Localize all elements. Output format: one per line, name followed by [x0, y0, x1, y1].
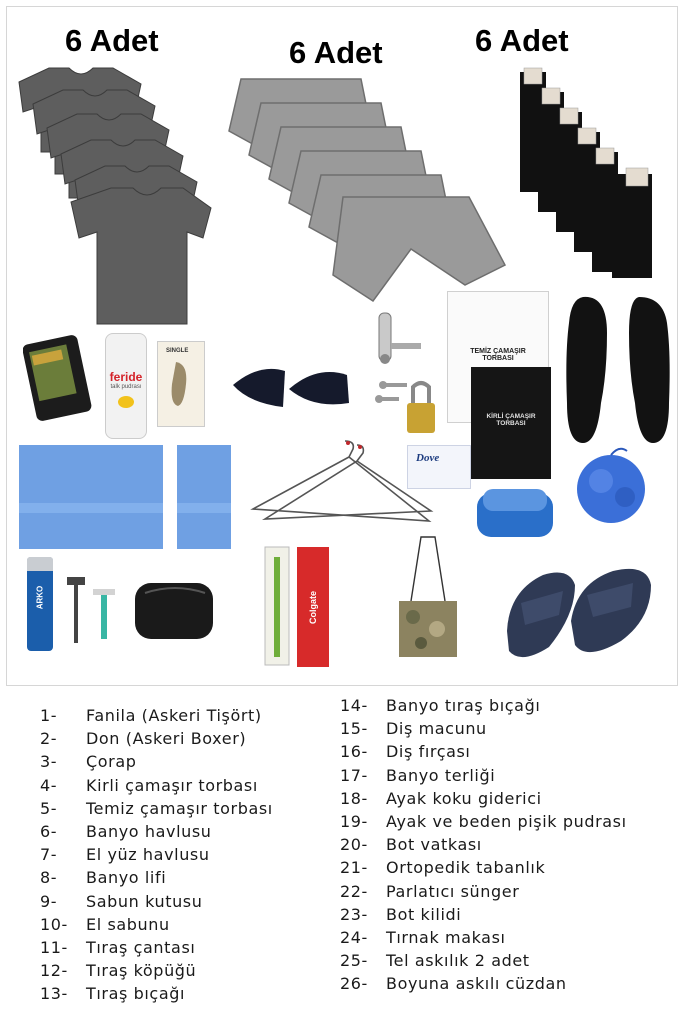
dirty-laundry-bag-image: [471, 367, 551, 479]
bath-slippers-image: [501, 555, 661, 667]
boot-pads-image: [229, 359, 359, 415]
toothbrush-image: [263, 545, 291, 667]
foot-odor-remover-image: [157, 341, 205, 427]
list-item: 3- Çorap: [40, 752, 137, 772]
clean-bag-label-line1: TEMİZ ÇAMAŞIR: [470, 348, 526, 355]
list-item: 16- Diş fırçası: [340, 742, 471, 762]
feride-label: feride: [109, 370, 143, 384]
nail-clipper-icon: [379, 313, 421, 364]
arko-label: ARKO: [35, 585, 45, 610]
razors-image: [63, 573, 127, 651]
bath-towel-image: [19, 445, 163, 549]
list-item: 22- Parlatıcı sünger: [340, 881, 520, 901]
foot-powder-bottle-image: [105, 333, 147, 439]
shoe-polish-sponge-image: [23, 333, 95, 423]
list-item: 14- Banyo tıraş bıçağı: [340, 696, 541, 715]
toothpaste-image: [297, 547, 329, 667]
item-list-left: [40, 704, 273, 1005]
clean-bag-label-line2: TORBASI: [482, 355, 514, 362]
nail-clipper-padlock-image: [367, 303, 437, 453]
item-list-right: [340, 694, 627, 995]
list-item: 26- Boyuna askılı cüzdan: [340, 974, 567, 994]
list-item: 6- Banyo havlusu: [40, 821, 212, 841]
orthopedic-insoles-image: [563, 293, 673, 447]
foot-icon: [158, 354, 204, 414]
list-item: 20- Bot vatkası: [340, 835, 482, 855]
list-item: 7- El yüz havlusu: [40, 845, 210, 865]
list-item: 18- Ayak koku giderici: [340, 788, 542, 808]
list-item: 9- Sabun kutusu: [40, 891, 203, 911]
insole-brand-label: SINGLE: [166, 348, 189, 354]
quantity-label-socks: 6 Adet: [475, 23, 569, 58]
dirty-bag-label-line1: KİRLİ ÇAMAŞIR: [486, 413, 536, 420]
list-item: 17- Banyo terliği: [340, 765, 496, 785]
list-item: 21- Ortopedik tabanlık: [340, 858, 546, 878]
hand-face-towel-image: [177, 445, 231, 549]
list-item: 13- Tıraş bıçağı: [40, 984, 186, 1004]
list-item: 1- Fanila (Askeri Tişört): [40, 706, 262, 725]
boxer-stack-image: [221, 69, 511, 305]
feride-sublabel: talk pudrası: [110, 384, 142, 390]
tshirt-stack-image: [11, 62, 221, 327]
list-item: 25- Tel askılık 2 adet: [340, 951, 530, 971]
dirty-bag-label-line2: TORBASI: [496, 420, 526, 427]
duck-icon: [118, 396, 134, 408]
list-item: 19- Ayak ve beden pişik pudrası: [340, 811, 627, 831]
list-item: 15- Diş macunu: [340, 719, 487, 739]
list-item: 12- Tıraş köpüğü: [40, 961, 197, 981]
list-item: 24- Tırnak makası: [340, 927, 506, 947]
list-item: 23- Bot kilidi: [340, 904, 462, 924]
hand-soap-image: [407, 445, 471, 489]
list-item: 2- Don (Askeri Boxer): [40, 729, 247, 749]
keys-icon: [375, 381, 407, 403]
quantity-label-boxers: 6 Adet: [289, 35, 383, 70]
list-item: 4- Kirli çamaşır torbası: [40, 775, 258, 795]
neck-wallet-image: [391, 533, 465, 661]
colgate-label: Colgate: [308, 590, 318, 624]
quantity-label-tshirts: 6 Adet: [65, 23, 159, 58]
bath-sponge-image: [563, 443, 659, 527]
list-item: 10- El sabunu: [40, 914, 170, 934]
shaving-bag-image: [131, 575, 217, 647]
list-item: 11- Tıraş çantası: [40, 937, 196, 957]
bath-razor-icon: [93, 589, 115, 639]
dove-label: Dove: [416, 452, 440, 464]
list-item: 8- Banyo lifi: [40, 868, 167, 888]
shaving-foam-image: [27, 557, 53, 651]
list-item: 5- Temiz çamaşır torbası: [40, 798, 273, 818]
soap-box-image: [473, 483, 557, 543]
razor-icon: [67, 577, 85, 643]
socks-image: [512, 62, 662, 282]
product-photo: [6, 6, 678, 686]
padlock-icon: [407, 383, 435, 433]
